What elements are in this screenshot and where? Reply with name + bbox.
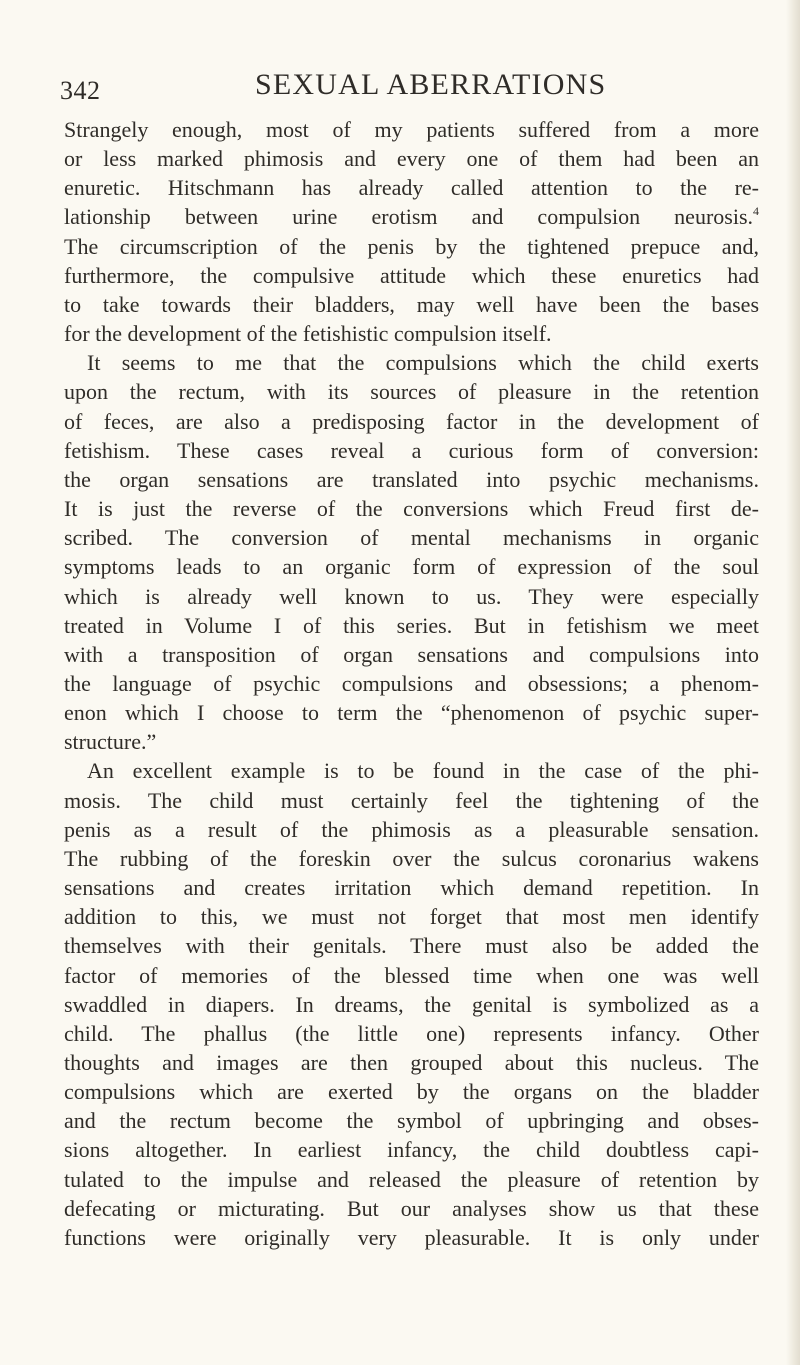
text-line: enuretic. Hitschmann has already called attention to the re-: [64, 175, 759, 201]
text-line: to take towards their bladders, may well have been the bases: [64, 291, 759, 317]
page-edge-shadow: [786, 0, 800, 1365]
text-line: or less marked phimosis and every one of them had been an: [64, 146, 759, 172]
text-line: sensations and creates irritation which demand repetition. In: [64, 875, 759, 901]
text-line: It seems to me that the compulsions which the child exerts: [87, 350, 759, 376]
text-line: fetishism. These cases reveal a curious form of conversion:: [64, 437, 759, 463]
text-line: swaddled in diapers. In dreams, the genital is symbolized as a: [64, 991, 759, 1017]
text-line: structure.”: [64, 729, 157, 755]
text-line: the organ sensations are translated into psychic mechanisms.: [64, 466, 759, 492]
text-line: tulated to the impulse and released the pleasure of retention by: [64, 1166, 759, 1192]
text-line: functions were originally very pleasurable. It is only under: [64, 1224, 759, 1250]
text-line: An excellent example is to be found in the case of the phi-: [87, 758, 759, 784]
text-line: penis as a result of the phimosis as a pleasurable sensation.: [64, 816, 759, 842]
footnote-reference[interactable]: 4: [753, 204, 759, 219]
text-line: and the rectum become the symbol of upbringing and obses-: [64, 1108, 759, 1134]
text-line: [64, 202, 759, 231]
text-line: defecating or micturating. But our analyses show us that these: [64, 1195, 759, 1221]
text-line: symptoms leads to an organic form of expression of the soul: [64, 554, 759, 580]
text-line: Strangely enough, most of my patients suffered from a more: [64, 117, 759, 142]
text-line: sions altogether. In earliest infancy, the child doubtless capi-: [64, 1137, 759, 1163]
text-line-content: lationship between urine erotism and compulsion neurosis.: [64, 204, 753, 230]
page-number: 342: [60, 76, 101, 105]
text-line: The circumscription of the penis by the tightened prepuce and,: [64, 233, 759, 259]
text-line: compulsions which are exerted by the organs on the bladder: [64, 1079, 759, 1105]
running-title: SEXUAL ABERRATIONS: [255, 68, 607, 101]
text-line: mosis. The child must certainly feel the tightening of the: [64, 787, 759, 813]
text-line: child. The phallus (the little one) represents infancy. Other: [64, 1020, 759, 1046]
text-line: of feces, are also a predisposing factor in the development of: [64, 408, 759, 434]
body-text: [64, 115, 759, 1252]
text-line: It is just the reverse of the conversions which Freud first de-: [64, 496, 759, 522]
text-line: factor of memories of the blessed time when one was well: [64, 962, 759, 988]
text-line: thoughts and images are then grouped about this nucleus. The: [64, 1050, 759, 1075]
text-line: treated in Volume I of this series. But in fetishism we meet: [64, 612, 759, 638]
text-line: which is already well known to us. They were especially: [64, 583, 759, 609]
text-line: upon the rectum, with its sources of pleasure in the retention: [64, 379, 759, 405]
text-line: enon which I choose to term the “phenomenon of psychic super-: [64, 700, 759, 726]
text-line: themselves with their genitals. There must also be added the: [64, 933, 759, 959]
text-line: The rubbing of the foreskin over the sulcus coronarius wakens: [64, 845, 759, 871]
text-line: with a transposition of organ sensations and compulsions into: [64, 641, 759, 667]
text-line: for the development of the fetishistic compulsion itself.: [64, 321, 552, 347]
running-head: [60, 66, 740, 106]
text-line: furthermore, the compulsive attitude which these enuretics had: [64, 262, 759, 288]
text-line: scribed. The conversion of mental mechanisms in organic: [64, 525, 759, 551]
text-line: the language of psychic compulsions and obsessions; a phenom-: [64, 670, 759, 696]
text-line: addition to this, we must not forget that most men identify: [64, 904, 759, 930]
